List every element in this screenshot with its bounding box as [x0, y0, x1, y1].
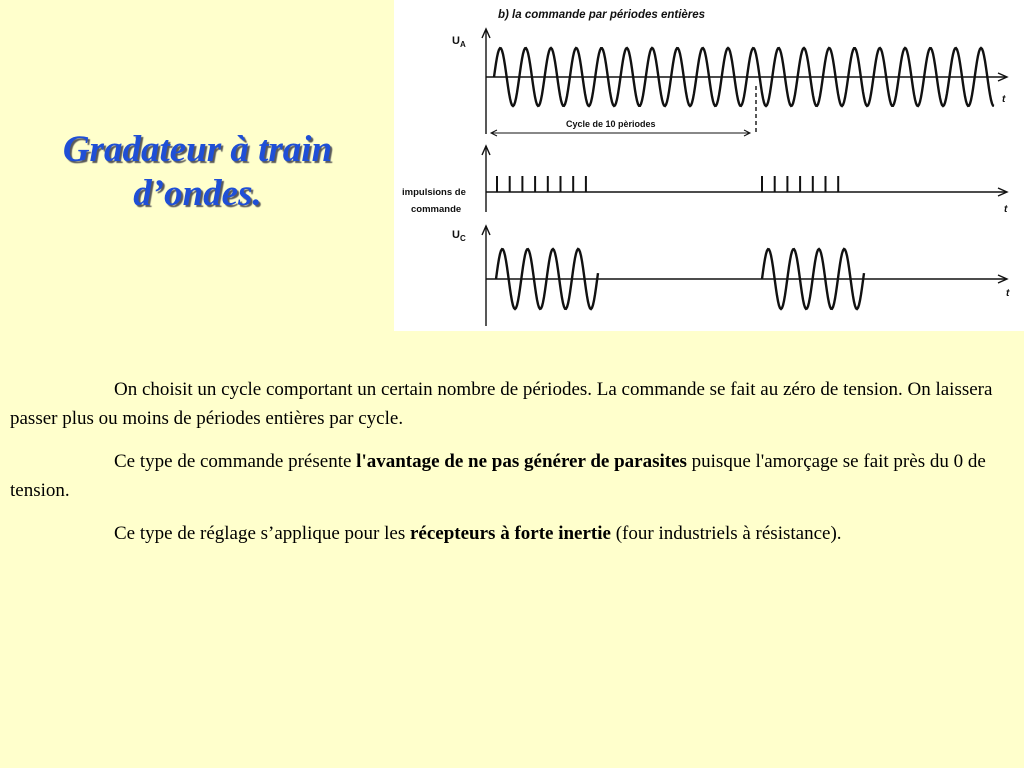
- pulses-panel: [402, 146, 1008, 215]
- paragraph-2-emphasis: l'avantage de ne pas générer de parasites: [356, 451, 687, 472]
- paragraph-3: Ce type de réglage s’applique pour les récepteurs à forte inertie (four industriels à résistance).: [114, 523, 842, 544]
- waveform-diagram: [394, 0, 1024, 331]
- paragraph-3-emphasis: récepteurs à forte inertie: [409, 523, 611, 544]
- pulse-marks: [497, 176, 838, 192]
- body-text: [10, 375, 1014, 562]
- slide-title: [20, 128, 375, 216]
- uc-time-label: t: [1006, 288, 1010, 299]
- paragraph-2: Ce type de commande présente l'avantage de ne pas générer de parasites puisque l'amorçage se fait près du 0 de tension.: [10, 451, 986, 501]
- ua-panel: [452, 29, 1007, 136]
- uc-axis-label: $U_C$: [452, 229, 466, 243]
- slide-title-line-2: d’ondes.: [133, 173, 262, 214]
- ua-time-label: t: [1002, 94, 1006, 105]
- pulses-time-label: t: [1004, 204, 1008, 215]
- cycle-label: Cycle de 10 pèriodes: [566, 119, 656, 129]
- pulses-label-line-1: impulsions de: [402, 187, 466, 198]
- figure-heading: b) la commande par périodes entières: [498, 9, 706, 21]
- pulses-label-line-2: commande: [411, 204, 462, 215]
- waveform-figure: [394, 0, 1024, 331]
- paragraph-1: On choisit un cycle comportant un certain nombre de périodes. La commande se fait au zéro de tension. On laissera passer plus ou moins de périodes entières par cycle.: [10, 379, 993, 429]
- slide-title-line-1: Gradateur à train: [62, 129, 333, 170]
- uc-panel: [452, 226, 1010, 326]
- ua-axis-label: $U_A$: [452, 35, 466, 49]
